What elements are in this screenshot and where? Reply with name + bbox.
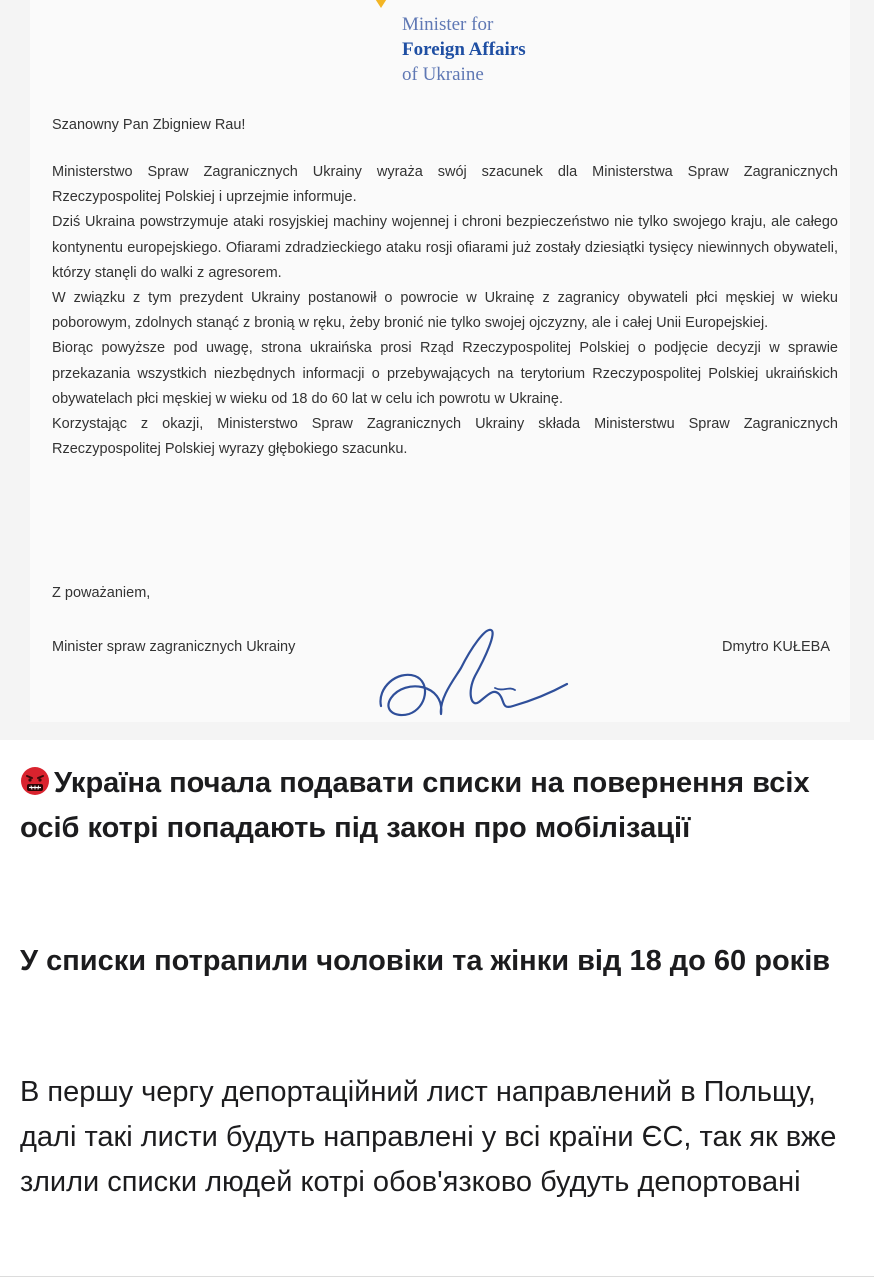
letter-greeting: Szanowny Pan Zbigniew Rau! xyxy=(52,117,246,133)
letter-paragraph: W związku z tym prezydent Ukrainy postanowił o powrocie w Ukrainę z zagranicy obywateli płci męskiej w wieku poborowym, zdolnych stanąć z bronią w ręku, żeby bronić nie tylko swojej ojczyzny, ale i całej Unii Europejskiej. xyxy=(52,290,838,332)
signer-title: Minister spraw zagranicznych Ukrainy xyxy=(52,639,296,655)
post-title xyxy=(20,761,860,851)
letterhead-line-3: of Ukraine xyxy=(402,64,484,85)
letter-sheet xyxy=(30,0,850,722)
letter-paragraph: Ministerstwo Spraw Zagranicznych Ukrainy wyraża swój szacunek dla Ministerstwa Spraw Zagranicznych Rzeczypospolitej Polskiej i uprzejmie informuje. xyxy=(52,164,838,206)
post-title-text: Україна почала подавати списки на повернення всіх осіб котрі попадають під закон про мобілізації xyxy=(20,767,810,844)
letter-paragraph: Biorąc powyższe pod uwagę, strona ukraińska prosi Rząd Rzeczypospolitej Polskiej o podjęcie decyzji w sprawie przekazania wszystkich niezbędnych informacji o przebywających na terytorium Rzeczypospolitej Polskiej ukraińskich obywatelach płci męskiej w wieku od 18 do 60 lat w celu ich powrotu w Ukrainę. xyxy=(52,340,838,407)
divider xyxy=(0,1276,874,1277)
letter-body xyxy=(52,160,838,462)
ukraine-emblem-icon xyxy=(370,0,392,10)
letterhead-line-2: Foreign Affairs xyxy=(402,39,526,60)
ministry-letterhead xyxy=(402,12,642,87)
letter-paragraph: Korzystając z okazji, Ministerstwo Spraw Zagranicznych Ukrainy składa Ministerstwu Spraw Zagranicznych Rzeczypospolitej Polskiej wyrazy głębokiego szacunku. xyxy=(52,416,838,458)
post-body: В першу чергу депортаційний лист направлений в Польщу, далі такі листи будуть направлені у всі країни ЄС, так як вже злили списки людей котрі обов'язково будуть депортовані xyxy=(20,1076,837,1198)
letterhead-line-1: Minister for xyxy=(402,14,494,35)
letter-paragraph: Dziś Ukraina powstrzymuje ataki rosyjskiej machiny wojennej i chroni bezpieczeństwo nie tylko swojego kraju, ale całego kontynentu europejskiego. Ofiarami zdradzieckiego ataku rosji ofiarami już zostały dziesiątki tysięcy niewinnych obywateli, którzy stanęli do walki z agresorem. xyxy=(52,214,838,281)
signer-name: Dmytro KUŁEBA xyxy=(722,639,830,655)
handwritten-signature-icon xyxy=(375,618,580,728)
post-subtitle: У списки потрапили чоловіки та жінки від 18 до 60 років xyxy=(20,945,831,977)
letter-closing: Z poważaniem, xyxy=(52,585,151,601)
angry-face-with-symbols-icon xyxy=(20,766,50,796)
